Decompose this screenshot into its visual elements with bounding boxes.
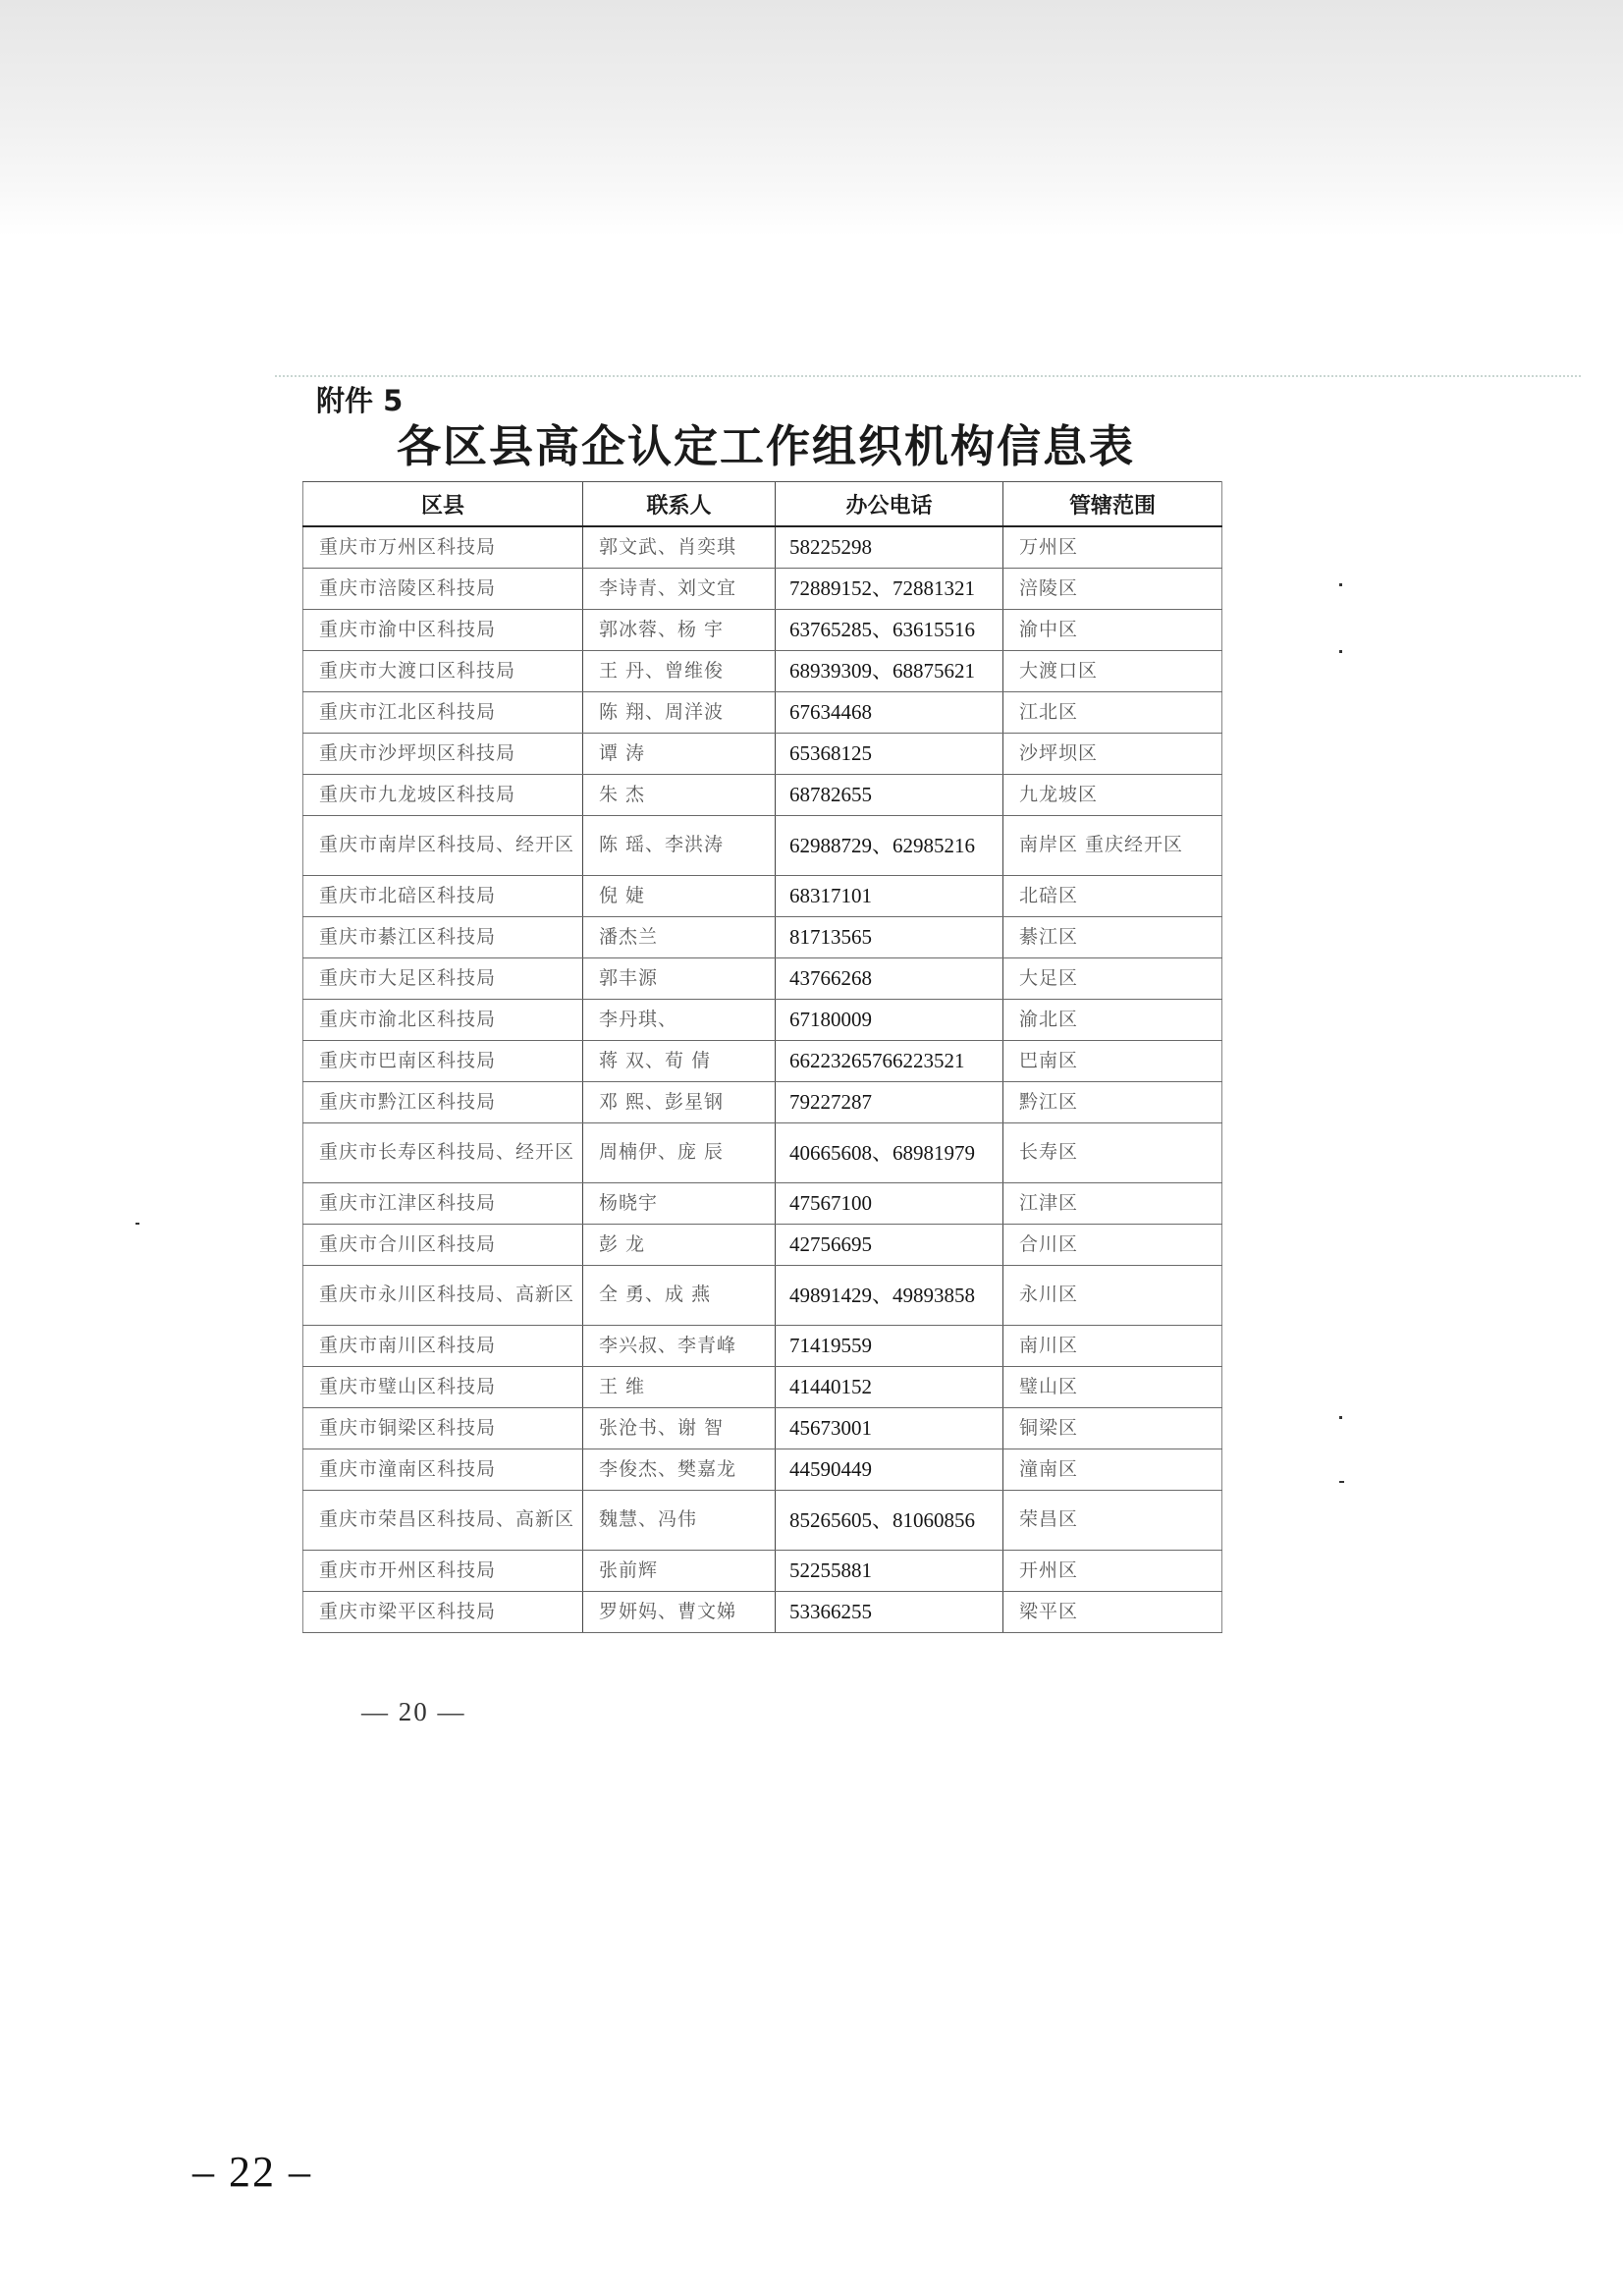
cell-scope: 江津区 xyxy=(1003,1183,1222,1225)
cell-phone: 58225298 xyxy=(776,526,1003,569)
cell-district-unit: 重庆市渝中区科技局 xyxy=(303,610,583,651)
cell-district-unit: 重庆市长寿区科技局、经开区 xyxy=(303,1123,583,1183)
cell-contact: 郭冰蓉、杨 宇 xyxy=(583,610,776,651)
cell-district-unit: 重庆市北碚区科技局 xyxy=(303,876,583,917)
cell-contact: 李丹琪、 xyxy=(583,1000,776,1041)
cell-scope: 黔江区 xyxy=(1003,1082,1222,1123)
table-row xyxy=(303,1183,1222,1225)
cell-phone: 63765285、63615516 xyxy=(776,610,1003,651)
cell-phone: 85265605、81060856 xyxy=(776,1491,1003,1551)
scan-speck xyxy=(135,1223,139,1225)
cell-scope: 南岸区 重庆经开区 xyxy=(1003,816,1222,876)
cell-contact: 王 维 xyxy=(583,1367,776,1408)
cell-district-unit: 重庆市沙坪坝区科技局 xyxy=(303,734,583,775)
cell-scope: 江北区 xyxy=(1003,692,1222,734)
cell-district-unit: 重庆市梁平区科技局 xyxy=(303,1592,583,1633)
table-row xyxy=(303,775,1222,816)
cell-district-unit: 重庆市合川区科技局 xyxy=(303,1225,583,1266)
cell-scope: 开州区 xyxy=(1003,1551,1222,1592)
cell-contact: 张沧书、谢 智 xyxy=(583,1408,776,1449)
cell-district-unit: 重庆市江北区科技局 xyxy=(303,692,583,734)
table-row xyxy=(303,610,1222,651)
table-row xyxy=(303,816,1222,876)
cell-contact: 王 丹、曾维俊 xyxy=(583,651,776,692)
table-row xyxy=(303,1408,1222,1449)
cell-contact: 郭文武、肖奕琪 xyxy=(583,526,776,569)
cell-contact: 周楠伊、庞 辰 xyxy=(583,1123,776,1183)
cell-phone: 79227287 xyxy=(776,1082,1003,1123)
cell-phone: 42756695 xyxy=(776,1225,1003,1266)
scan-speck xyxy=(1339,583,1342,586)
cell-phone: 68782655 xyxy=(776,775,1003,816)
cell-scope: 永川区 xyxy=(1003,1266,1222,1326)
cell-contact: 邓 熙、彭星钢 xyxy=(583,1082,776,1123)
cell-scope: 北碚区 xyxy=(1003,876,1222,917)
cell-scope: 合川区 xyxy=(1003,1225,1222,1266)
cell-scope: 大渡口区 xyxy=(1003,651,1222,692)
cell-district-unit: 重庆市大足区科技局 xyxy=(303,958,583,1000)
cell-scope: 长寿区 xyxy=(1003,1123,1222,1183)
cell-contact: 魏慧、冯伟 xyxy=(583,1491,776,1551)
cell-contact: 杨晓宇 xyxy=(583,1183,776,1225)
table-row xyxy=(303,1000,1222,1041)
attachment-label: 附件 5 xyxy=(316,384,404,417)
cell-phone: 72889152、72881321 xyxy=(776,569,1003,610)
cell-district-unit: 重庆市南岸区科技局、经开区 xyxy=(303,816,583,876)
cell-scope: 涪陵区 xyxy=(1003,569,1222,610)
cell-contact: 倪 婕 xyxy=(583,876,776,917)
cell-phone: 49891429、49893858 xyxy=(776,1266,1003,1326)
cell-district-unit: 重庆市巴南区科技局 xyxy=(303,1041,583,1082)
cell-contact: 张前辉 xyxy=(583,1551,776,1592)
cell-contact: 李兴叔、李青峰 xyxy=(583,1326,776,1367)
cell-scope: 万州区 xyxy=(1003,526,1222,569)
cell-scope: 潼南区 xyxy=(1003,1449,1222,1491)
table-row xyxy=(303,1041,1222,1082)
cell-scope: 铜梁区 xyxy=(1003,1408,1222,1449)
header-district: 区县 xyxy=(303,482,583,527)
cell-contact: 全 勇、成 燕 xyxy=(583,1266,776,1326)
cell-phone: 45673001 xyxy=(776,1408,1003,1449)
cell-phone: 65368125 xyxy=(776,734,1003,775)
cell-contact: 郭丰源 xyxy=(583,958,776,1000)
table-row xyxy=(303,876,1222,917)
table-row xyxy=(303,692,1222,734)
table-row xyxy=(303,1551,1222,1592)
cell-contact: 陈 翔、周洋波 xyxy=(583,692,776,734)
scan-speck xyxy=(1339,1481,1344,1483)
table-row xyxy=(303,1326,1222,1367)
cell-phone: 62988729、62985216 xyxy=(776,816,1003,876)
cell-district-unit: 重庆市綦江区科技局 xyxy=(303,917,583,958)
cell-contact: 谭 涛 xyxy=(583,734,776,775)
cell-phone: 53366255 xyxy=(776,1592,1003,1633)
table-row xyxy=(303,1123,1222,1183)
table-body xyxy=(303,526,1222,1633)
table-row xyxy=(303,1367,1222,1408)
table-header-row xyxy=(303,482,1222,527)
table-row xyxy=(303,651,1222,692)
cell-scope: 梁平区 xyxy=(1003,1592,1222,1633)
cell-contact: 李俊杰、樊嘉龙 xyxy=(583,1449,776,1491)
cell-contact: 潘杰兰 xyxy=(583,917,776,958)
cell-district-unit: 重庆市荣昌区科技局、高新区 xyxy=(303,1491,583,1551)
cell-scope: 沙坪坝区 xyxy=(1003,734,1222,775)
cell-phone: 71419559 xyxy=(776,1326,1003,1367)
cell-scope: 渝北区 xyxy=(1003,1000,1222,1041)
cell-phone: 41440152 xyxy=(776,1367,1003,1408)
header-contact: 联系人 xyxy=(583,482,776,527)
cell-contact: 蒋 双、荀 倩 xyxy=(583,1041,776,1082)
cell-phone: 43766268 xyxy=(776,958,1003,1000)
cell-district-unit: 重庆市黔江区科技局 xyxy=(303,1082,583,1123)
table-row xyxy=(303,526,1222,569)
cell-phone: 66223265766223521 xyxy=(776,1041,1003,1082)
scan-speck xyxy=(1339,1416,1342,1419)
cell-phone: 68317101 xyxy=(776,876,1003,917)
table-row xyxy=(303,734,1222,775)
cell-district-unit: 重庆市江津区科技局 xyxy=(303,1183,583,1225)
info-table xyxy=(302,481,1222,1633)
cell-scope: 大足区 xyxy=(1003,958,1222,1000)
table-row xyxy=(303,1266,1222,1326)
table-row xyxy=(303,1592,1222,1633)
cell-district-unit: 重庆市九龙坡区科技局 xyxy=(303,775,583,816)
header-scope: 管辖范围 xyxy=(1003,482,1222,527)
cell-district-unit: 重庆市铜梁区科技局 xyxy=(303,1408,583,1449)
cell-scope: 九龙坡区 xyxy=(1003,775,1222,816)
table-row xyxy=(303,569,1222,610)
cell-phone: 81713565 xyxy=(776,917,1003,958)
cell-district-unit: 重庆市南川区科技局 xyxy=(303,1326,583,1367)
page-number: – 22 – xyxy=(192,2148,312,2196)
cell-district-unit: 重庆市璧山区科技局 xyxy=(303,1367,583,1408)
cell-district-unit: 重庆市永川区科技局、高新区 xyxy=(303,1266,583,1326)
cell-scope: 南川区 xyxy=(1003,1326,1222,1367)
cell-phone: 67180009 xyxy=(776,1000,1003,1041)
table-row xyxy=(303,1225,1222,1266)
cell-district-unit: 重庆市万州区科技局 xyxy=(303,526,583,569)
cell-contact: 彭 龙 xyxy=(583,1225,776,1266)
cell-phone: 47567100 xyxy=(776,1183,1003,1225)
cell-contact: 陈 瑶、李洪涛 xyxy=(583,816,776,876)
cell-scope: 巴南区 xyxy=(1003,1041,1222,1082)
cell-contact: 朱 杰 xyxy=(583,775,776,816)
table-row xyxy=(303,917,1222,958)
cell-contact: 李诗青、刘文宜 xyxy=(583,569,776,610)
cell-phone: 40665608、68981979 xyxy=(776,1123,1003,1183)
table-row xyxy=(303,1082,1222,1123)
table-row xyxy=(303,1449,1222,1491)
page-title: 各区县高企认定工作组织机构信息表 xyxy=(396,420,1135,472)
cell-scope: 璧山区 xyxy=(1003,1367,1222,1408)
scan-shading xyxy=(0,0,1623,236)
cell-district-unit: 重庆市渝北区科技局 xyxy=(303,1000,583,1041)
table-row xyxy=(303,1491,1222,1551)
cell-phone: 44590449 xyxy=(776,1449,1003,1491)
cell-district-unit: 重庆市大渡口区科技局 xyxy=(303,651,583,692)
inner-page-number: — 20 — xyxy=(361,1697,466,1726)
cell-scope: 綦江区 xyxy=(1003,917,1222,958)
cell-contact: 罗妍妈、曹文娣 xyxy=(583,1592,776,1633)
cell-scope: 渝中区 xyxy=(1003,610,1222,651)
scan-artifact-line xyxy=(275,375,1581,377)
table-row xyxy=(303,958,1222,1000)
cell-phone: 67634468 xyxy=(776,692,1003,734)
cell-district-unit: 重庆市潼南区科技局 xyxy=(303,1449,583,1491)
cell-scope: 荣昌区 xyxy=(1003,1491,1222,1551)
cell-phone: 68939309、68875621 xyxy=(776,651,1003,692)
cell-district-unit: 重庆市涪陵区科技局 xyxy=(303,569,583,610)
cell-district-unit: 重庆市开州区科技局 xyxy=(303,1551,583,1592)
scan-speck xyxy=(1339,650,1342,653)
header-phone: 办公电话 xyxy=(776,482,1003,527)
cell-phone: 52255881 xyxy=(776,1551,1003,1592)
